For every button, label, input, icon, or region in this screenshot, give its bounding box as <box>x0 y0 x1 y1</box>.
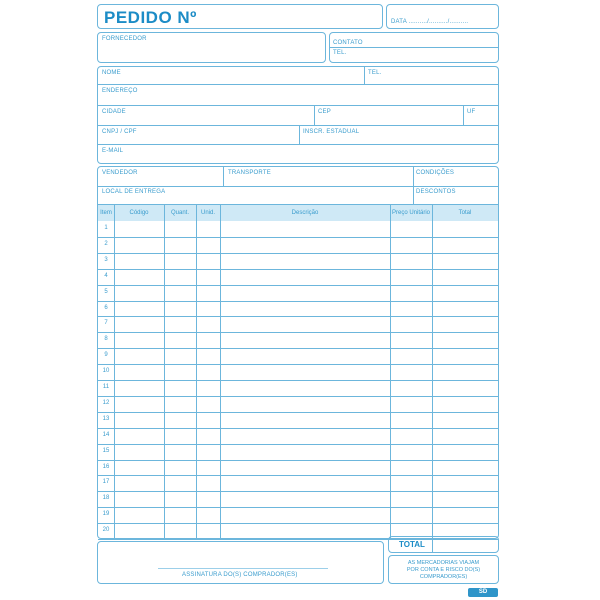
date-box[interactable] <box>386 4 499 29</box>
fornecedor-label: FORNECEDOR <box>102 36 147 42</box>
header-unid: Unid. <box>200 210 215 216</box>
row-divider <box>98 428 498 429</box>
brand-logo: SD <box>468 588 498 597</box>
row-divider <box>98 491 498 492</box>
uf-label: UF <box>467 109 476 115</box>
endereco-label: ENDEREÇO <box>102 88 138 94</box>
row-number: 5 <box>104 288 108 295</box>
email-label: E-MAIL <box>102 148 124 154</box>
header-codigo: Código <box>129 210 149 216</box>
title-box <box>97 4 383 29</box>
row-divider <box>98 412 498 413</box>
notice-line-1: AS MERCADORIAS VIAJAM <box>407 560 480 566</box>
header-descricao: Descrição <box>291 210 319 216</box>
header-preco: Preço Unitário <box>391 210 430 216</box>
cidade-label: CIDADE <box>102 109 126 115</box>
total-box[interactable] <box>388 536 499 553</box>
notice-box <box>388 555 499 584</box>
row-divider <box>98 269 498 270</box>
row-divider <box>98 460 498 461</box>
row-number: 8 <box>104 336 108 343</box>
row-divider <box>98 364 498 365</box>
items-table <box>98 205 498 539</box>
row-number: 4 <box>104 272 108 279</box>
header-total: Total <box>458 210 472 216</box>
insc-label: INSCR. ESTADUAL <box>303 129 360 135</box>
supplier-box[interactable] <box>97 32 326 63</box>
row-divider <box>98 380 498 381</box>
row-number: 19 <box>102 511 110 518</box>
row-divider <box>98 444 498 445</box>
row-number: 7 <box>104 320 108 327</box>
descontos-label: DESCONTOS <box>416 189 456 195</box>
row-divider <box>98 507 498 508</box>
row-divider <box>98 396 498 397</box>
row-number: 9 <box>104 352 108 359</box>
signature-box[interactable] <box>97 541 384 584</box>
row-number: 14 <box>102 431 110 438</box>
row-divider <box>98 253 498 254</box>
order-form <box>97 4 501 596</box>
notice-line-2: POR CONTA E RISCO DO(S) <box>406 567 481 573</box>
row-divider <box>98 285 498 286</box>
row-number: 18 <box>102 495 110 502</box>
date-label: DATA ........../........../.......... <box>391 19 469 25</box>
row-number: 1 <box>104 225 108 231</box>
row-divider <box>98 348 498 349</box>
row-number: 11 <box>102 384 110 390</box>
transporte-label: TRANSPORTE <box>228 170 271 176</box>
vendedor-label: VENDEDOR <box>102 170 138 176</box>
cep-label: CEP <box>318 109 331 115</box>
row-divider <box>98 523 498 524</box>
row-number: 6 <box>104 304 108 311</box>
contato-label: CONTATO <box>333 40 363 46</box>
form-title: PEDIDO Nº <box>104 8 197 27</box>
header-quant: Quant. <box>170 210 189 216</box>
signature-label: ASSINATURA DO(S) COMPRADOR(ES) <box>182 572 298 578</box>
client-box <box>97 66 499 164</box>
row-divider <box>98 237 498 238</box>
row-number: 15 <box>102 447 110 454</box>
notice-text <box>389 560 498 581</box>
notice-line-3: COMPRADOR(ES) <box>419 574 468 580</box>
row-number: 3 <box>104 256 108 263</box>
row-divider <box>98 332 498 333</box>
row-number: 17 <box>102 479 110 486</box>
row-number: 16 <box>102 463 110 470</box>
items-box <box>97 166 499 539</box>
local-entrega-label: LOCAL DE ENTREGA <box>102 189 166 195</box>
row-number: 13 <box>102 415 110 422</box>
row-divider <box>98 475 498 476</box>
contact-box[interactable] <box>329 32 499 63</box>
row-divider <box>98 316 498 317</box>
row-number: 20 <box>102 527 110 534</box>
row-number: 2 <box>104 240 108 247</box>
header-item: Item <box>100 210 112 216</box>
condicoes-label: CONDIÇÕES <box>416 170 455 176</box>
row-number: 12 <box>102 399 110 406</box>
cnpj-label: CNPJ / CPF <box>102 129 137 135</box>
contact-tel-label: TEL. <box>333 50 347 56</box>
client-tel-label: TEL. <box>368 70 382 76</box>
nome-label: NOME <box>102 70 121 76</box>
row-number: 10 <box>102 368 110 375</box>
total-label: TOTAL <box>399 540 425 549</box>
row-divider <box>98 301 498 302</box>
